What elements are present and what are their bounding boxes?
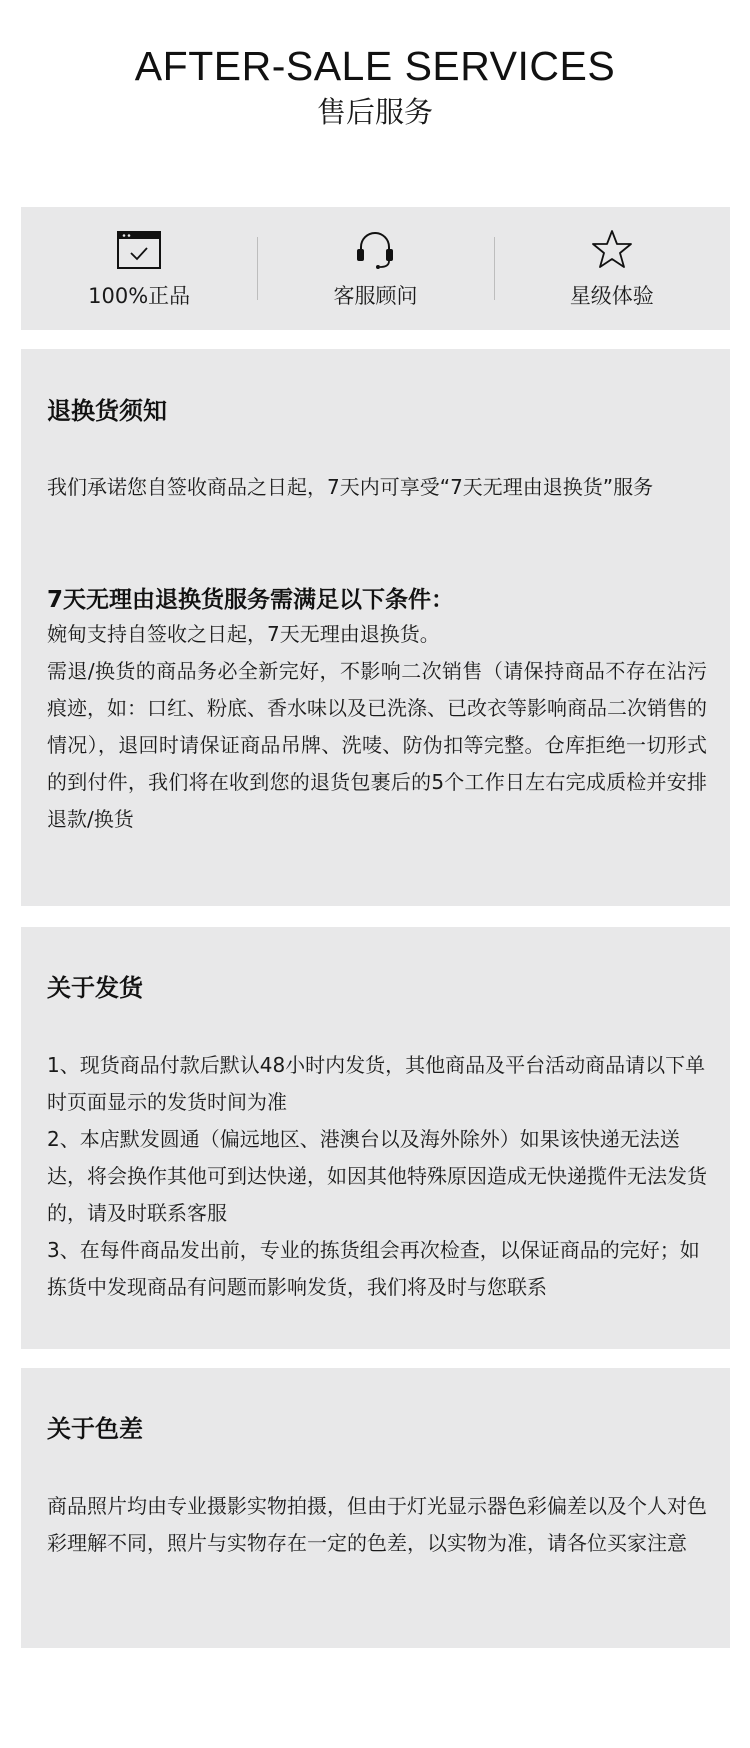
returns-conditions-title: 7天无理由退换货服务需满足以下条件： [47,587,455,613]
service-label: 星级体验 [569,284,654,308]
returns-intro: 我们承诺您自签收商品之日起，7天内可享受“7天无理由退换货”服务 [47,475,654,499]
page-title-en: AFTER-SALE SERVICES [134,43,616,89]
returns-conditions-line2: 需退/换货的商品务必全新完好，不影响二次销售（请保持商品不存在沾污痕迹，如：口红、粉底、香水味以及已洗涤、已改衣等影响商品二次销售的情况），退回时请保证商品吊牌、洗唛、防伪扣等完整。仓库拒绝一切形式的到付件，我们将在收到您的退货包裹后的5个工作日左右完成质检并安排退款/换货 [47,659,707,831]
shipping-list [47,1047,707,1306]
returns-conditions-line1: 婉甸支持自签收之日起，7天无理由退换货。 [47,622,440,646]
list-item: 1、现货商品付款后默认48小时内发货，其他商品及平台活动商品请以下单时页面显示的发货时间为准 [47,1053,706,1114]
service-star-experience [494,207,730,330]
headset-icon [352,229,398,271]
service-consultant [257,207,493,330]
service-label: 客服顾问 [333,284,418,308]
returns-title: 退换货须知 [47,397,167,425]
calendar-check-icon [116,229,162,271]
star-icon [589,229,635,271]
color-difference-section [21,1368,730,1648]
service-label: 100%正品 [88,284,191,308]
list-item: 3、在每件商品发出前，专业的拣货组会再次检查，以保证商品的完好；如拣货中发现商品有问题而影响发货，我们将及时与您联系 [47,1238,700,1299]
color-title: 关于色差 [47,1415,143,1443]
shipping-section [21,927,730,1349]
returns-section [21,349,730,906]
color-text: 商品照片均由专业摄影实物拍摄，但由于灯光显示器色彩偏差以及个人对色彩理解不同，照片与实物存在一定的色差，以实物为准，请各位买家注意 [47,1494,707,1555]
page-title-cn: 售后服务 [316,95,433,129]
service-authentic [21,207,257,330]
list-item: 2、本店默发圆通（偏远地区、港澳台以及海外除外）如果该快递无法送达，将会换作其他可到达快递，如因其他特殊原因造成无快递揽件无法发货的，请及时联系客服 [47,1127,707,1225]
service-badges-panel [21,207,730,330]
shipping-title: 关于发货 [47,974,143,1002]
returns-conditions [47,584,707,838]
page-header [0,40,750,132]
